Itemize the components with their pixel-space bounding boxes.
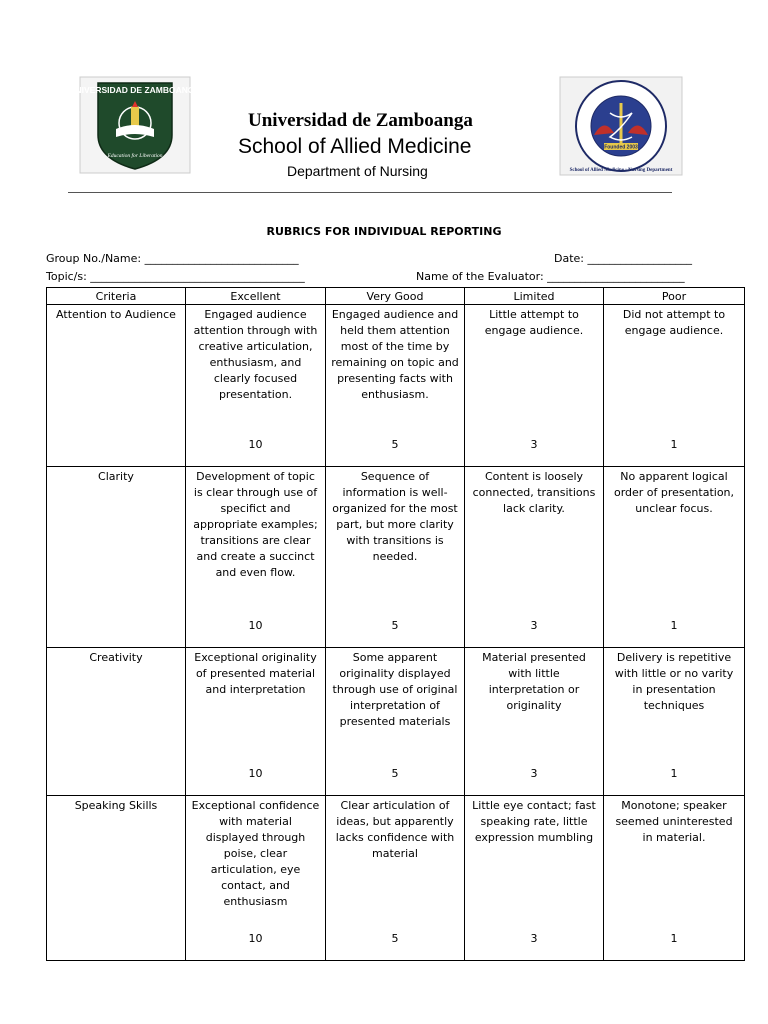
score-value: 1 xyxy=(670,438,678,452)
score-value: 1 xyxy=(670,767,678,781)
score-value: 3 xyxy=(530,438,538,452)
descriptor-cell: Exceptional confidence with material displayed through poise, clear articulation, eye contact, and enthusiasm xyxy=(191,799,320,909)
descriptor-cell: Exceptional originality of presented material and interpretation xyxy=(194,651,317,697)
school-of-allied-medicine-logo xyxy=(560,77,682,175)
table-row xyxy=(47,305,745,467)
score-value: 3 xyxy=(530,767,538,781)
descriptor-cell: Engaged audience and held them attention most of the time by remaining on topic and presenting facts with enthusiasm. xyxy=(331,308,459,401)
score-value: 5 xyxy=(391,438,399,452)
header-excellent: Excellent xyxy=(186,288,326,305)
descriptor-cell: Monotone; speaker seemed uninterested in material. xyxy=(615,799,733,845)
descriptor-cell: Clear articulation of ideas, but apparently lacks confidence with material xyxy=(335,799,455,861)
table-row xyxy=(47,796,745,961)
score-value: 3 xyxy=(530,619,538,633)
right-logo-founded: Founded 2003 xyxy=(604,144,638,151)
evaluator-name-field: Name of the Evaluator: _________________________ xyxy=(416,270,685,283)
descriptor-cell: Development of topic is clear through use of specifict and appropriate examples; transitions are clear and create a succinct and even flow. xyxy=(193,470,318,580)
descriptor-cell: Material presented with little interpretation or originality xyxy=(482,651,586,713)
criteria-cell: Clarity xyxy=(98,470,134,484)
score-value: 10 xyxy=(248,619,263,633)
document-title: RUBRICS FOR INDIVIDUAL REPORTING xyxy=(266,225,502,238)
date-field: Date: ___________________ xyxy=(554,252,692,265)
score-value: 5 xyxy=(391,619,399,633)
header-poor: Poor xyxy=(604,288,745,305)
department-name: Department of Nursing xyxy=(287,163,428,179)
header-divider xyxy=(68,192,672,193)
score-value: 5 xyxy=(391,767,399,781)
group-name-field: Group No./Name: ____________________________ xyxy=(46,252,299,265)
table-header-row xyxy=(47,288,745,305)
criteria-cell: Creativity xyxy=(89,651,143,665)
header-criteria: Criteria xyxy=(47,288,186,305)
criteria-cell: Attention to Audience xyxy=(56,308,176,321)
table-row xyxy=(47,648,745,796)
descriptor-cell: Did not attempt to engage audience. xyxy=(622,308,726,337)
document-header xyxy=(0,0,768,200)
table-row xyxy=(47,467,745,648)
descriptor-cell: Engaged audience attention through with creative articulation, enthusiasm, and clearly focused presentation. xyxy=(193,308,318,401)
score-value: 5 xyxy=(391,932,399,945)
score-value: 1 xyxy=(670,619,678,633)
rubric-table xyxy=(46,287,745,961)
score-value: 10 xyxy=(248,767,263,781)
criteria-cell: Speaking Skills xyxy=(74,799,158,813)
header-limited: Limited xyxy=(465,288,604,305)
left-logo-motto: Education for Liberation xyxy=(107,153,163,159)
score-value: 3 xyxy=(530,932,538,945)
score-value: 10 xyxy=(248,438,263,452)
descriptor-cell: Little attempt to engage audience. xyxy=(484,308,584,337)
header-very-good: Very Good xyxy=(326,288,465,305)
descriptor-cell: No apparent logical order of presentation, unclear focus. xyxy=(613,470,735,516)
descriptor-cell: Sequence of information is well-organized for the most part, but more clarity with transitions is needed. xyxy=(332,470,458,564)
score-value: 10 xyxy=(248,932,263,945)
topic-field: Topic/s: _______________________________________ xyxy=(46,270,305,283)
descriptor-cell: Some apparent originality displayed through use of original interpretation of presented materials xyxy=(332,651,458,729)
descriptor-cell: Little eye contact; fast speaking rate, little expression mumbling xyxy=(472,799,596,845)
universidad-de-zamboanga-logo xyxy=(69,77,201,173)
right-logo-text: School of Allied Medicine · Nursing Department xyxy=(569,168,673,173)
score-value: 1 xyxy=(670,932,678,945)
university-name: Universidad de Zamboanga xyxy=(248,110,473,131)
descriptor-cell: Delivery is repetitive with little or no varity in presentation techniques xyxy=(614,651,734,713)
left-logo-title: UNIVERSIDAD DE ZAMBOANGA xyxy=(69,85,201,95)
school-name: School of Allied Medicine xyxy=(238,135,472,158)
descriptor-cell: Content is loosely connected, transitions lack clarity. xyxy=(472,470,596,516)
